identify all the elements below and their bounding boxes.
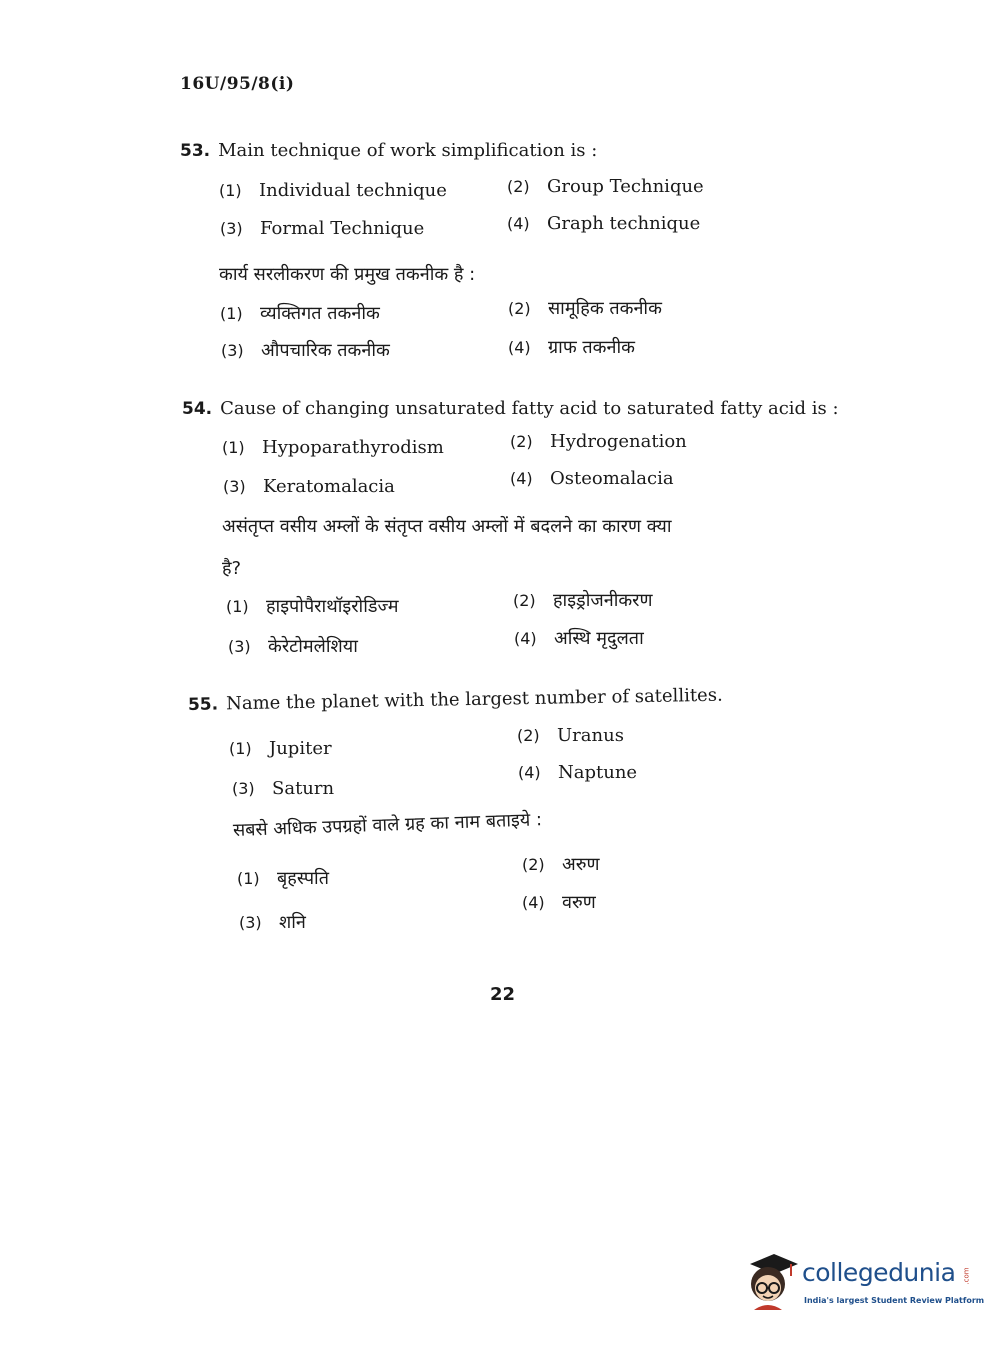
question-53-text-hi: कार्य सरलीकरण की प्रमुख तकनीक है : — [219, 264, 476, 285]
option-hi-1: (1) बृहस्पति — [237, 868, 329, 889]
option-hi-2: (2) सामूहिक तकनीक — [508, 298, 662, 319]
option-en-3: (3) Formal Technique — [220, 218, 425, 239]
question-55-text-en — [188, 685, 723, 715]
option-en-2: (2) Uranus — [517, 725, 624, 746]
option-hi-2: (2) हाइड्रोजनीकरण — [513, 590, 653, 611]
option-en-4: (4) Osteomalacia — [510, 468, 674, 489]
page-code: 16U/95/8(i) — [180, 74, 295, 94]
question-number: 55. — [187, 694, 219, 715]
option-hi-1: (1) व्यक्तिगत तकनीक — [220, 303, 380, 324]
option-en-1: (1) Jupiter — [229, 738, 332, 759]
option-hi-4: (4) ग्राफ तकनीक — [508, 337, 635, 358]
logo-suffix: .com — [962, 1267, 971, 1285]
collegedunia-logo — [744, 1252, 985, 1312]
option-hi-3: (3) शनि — [239, 912, 306, 933]
question-54-text-hi-line1: असंतृप्त वसीय अम्लों के संतृप्त वसीय अम्लों में बदलने का कारण क्या — [222, 516, 672, 537]
logo-brand: collegedunia — [802, 1258, 956, 1287]
option-hi-4: (4) अस्थि मृदुलता — [514, 628, 644, 649]
option-en-4: (4) Naptune — [518, 762, 638, 783]
question-text: Cause of changing unsaturated fatty acid to saturated fatty acid is : — [220, 398, 839, 419]
option-en-2: (2) Hydrogenation — [510, 431, 687, 452]
question-53-text-en — [180, 140, 597, 161]
option-hi-3: (3) केरेटोमलेशिया — [228, 636, 358, 657]
option-hi-1: (1) हाइपोपैराथॉइरोडिज्म — [226, 596, 399, 617]
option-en-1: (1) Hypoparathyrodism — [222, 437, 444, 458]
mascot-icon — [744, 1252, 802, 1310]
option-en-4: (4) Graph technique — [507, 213, 701, 234]
option-en-3: (3) Saturn — [232, 778, 335, 799]
option-en-1: (1) Individual technique — [219, 180, 447, 201]
option-hi-3: (3) औपचारिक तकनीक — [221, 340, 390, 361]
question-number: 53. — [180, 141, 211, 161]
question-text: Main technique of work simplification is : — [218, 140, 598, 161]
option-en-3: (3) Keratomalacia — [223, 476, 395, 497]
page-number: 22 — [490, 984, 516, 1005]
option-hi-2: (2) अरुण — [522, 854, 600, 875]
logo-tagline: India's largest Student Review Platform — [804, 1296, 985, 1305]
question-54-text-en — [182, 398, 839, 419]
question-55-text-hi: सबसे अधिक उपग्रहों वाले ग्रह का नाम बताइये : — [232, 809, 543, 841]
question-number: 54. — [182, 399, 213, 419]
question-text: Name the planet with the largest number of satellites. — [225, 684, 723, 715]
question-54-text-hi-line2: है? — [222, 558, 242, 579]
option-en-2: (2) Group Technique — [507, 176, 704, 197]
option-hi-4: (4) वरुण — [522, 892, 596, 913]
